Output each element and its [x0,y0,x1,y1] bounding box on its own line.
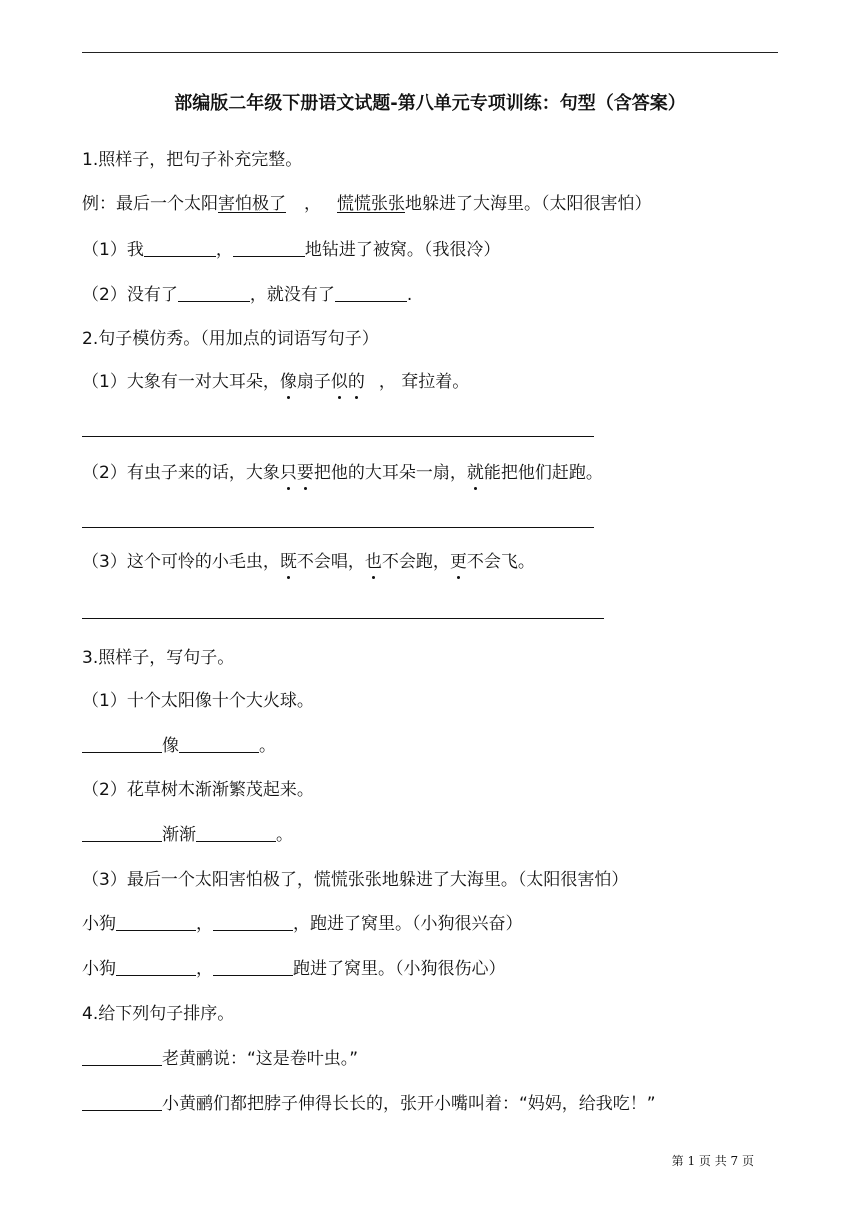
q3-fill-2: 渐渐 。 [82,823,293,847]
dotted-word: 的 [347,372,365,392]
fill-blank[interactable] [82,823,162,842]
dotted-word: 似 [330,372,348,392]
dotted-word: 要 [296,463,314,483]
page-number: 第 1 页 共 7 页 [671,1154,754,1168]
answer-line[interactable] [82,618,604,619]
fill-blank[interactable] [196,823,276,842]
fill-blank[interactable] [116,912,196,931]
q2-sentence-3: （3）这个可怜的小毛虫，既不会唱，也不会跑，更不会飞。 [82,552,535,572]
fill-blank[interactable] [144,238,216,257]
fill-blank[interactable] [116,957,196,976]
fill-blank[interactable] [213,912,293,931]
q1-item-1: （1）我 ， 地钻进了被窝。（我很冷） [82,240,501,260]
order-blank[interactable] [82,1047,162,1066]
q1-item-2: （2）没有了 ，就没有了 . [82,285,413,305]
example-underline-1: 害怕极了 [218,194,286,214]
q2-heading: 2.句子模仿秀。（用加点的词语写句子） [82,329,379,349]
answer-line[interactable] [82,527,594,528]
order-blank[interactable] [82,1092,162,1111]
fill-blank[interactable] [335,283,407,302]
dotted-word: 只 [279,463,297,483]
dotted-word: 像 [279,372,297,392]
fill-blank[interactable] [213,957,293,976]
q3-heading: 3.照样子，写句子。 [82,648,235,668]
fill-blank[interactable] [178,283,250,302]
dotted-word: 更 [449,552,467,572]
q3-fill-3a: 小狗 ， ，跑进了窝里。（小狗很兴奋） [82,914,523,934]
q1-heading: 1.照样子，把句子补充完整。 [82,150,303,170]
page-title: 部编版二年级下册语文试题-第八单元专项训练：句型（含答案） [174,93,686,114]
q2-sentence-1: （1）大象有一对大耳朵，像扇子似的 ， 耷拉着。 [82,372,470,392]
dotted-word: 就 [466,463,484,483]
q3-item-3: （3）最后一个太阳害怕极了，慌慌张张地躲进了大海里。（太阳很害怕） [82,870,629,890]
dotted-word: 既 [279,552,297,572]
example-underline-2: 慌慌张张 [337,194,405,214]
q3-item-2: （2）花草树木渐渐繁茂起来。 [82,780,314,800]
q3-fill-1: 像 。 [82,734,276,758]
header-rule [82,52,778,53]
q2-sentence-2: （2）有虫子来的话，大象只要把他的大耳朵一扇，就能把他们赶跑。 [82,463,603,483]
fill-blank[interactable] [179,734,259,753]
q1-example: 例：最后一个太阳害怕极了 ， 慌慌张张地躲进了大海里。（太阳很害怕） [82,194,652,214]
answer-line[interactable] [82,436,594,437]
q4-heading: 4.给下列句子排序。 [82,1004,235,1024]
q3-fill-3b: 小狗 ， 跑进了窝里。（小狗很伤心） [82,959,506,979]
q4-line-1: 老黄鹂说：“这是卷叶虫。” [82,1047,358,1071]
dotted-word: 也 [364,552,382,572]
q3-item-1: （1）十个太阳像十个大火球。 [82,691,314,711]
q4-line-2: 小黄鹂们都把脖子伸得长长的，张开小嘴叫着：“妈妈，给我吃！” [82,1092,656,1116]
fill-blank[interactable] [82,734,162,753]
fill-blank[interactable] [233,238,305,257]
